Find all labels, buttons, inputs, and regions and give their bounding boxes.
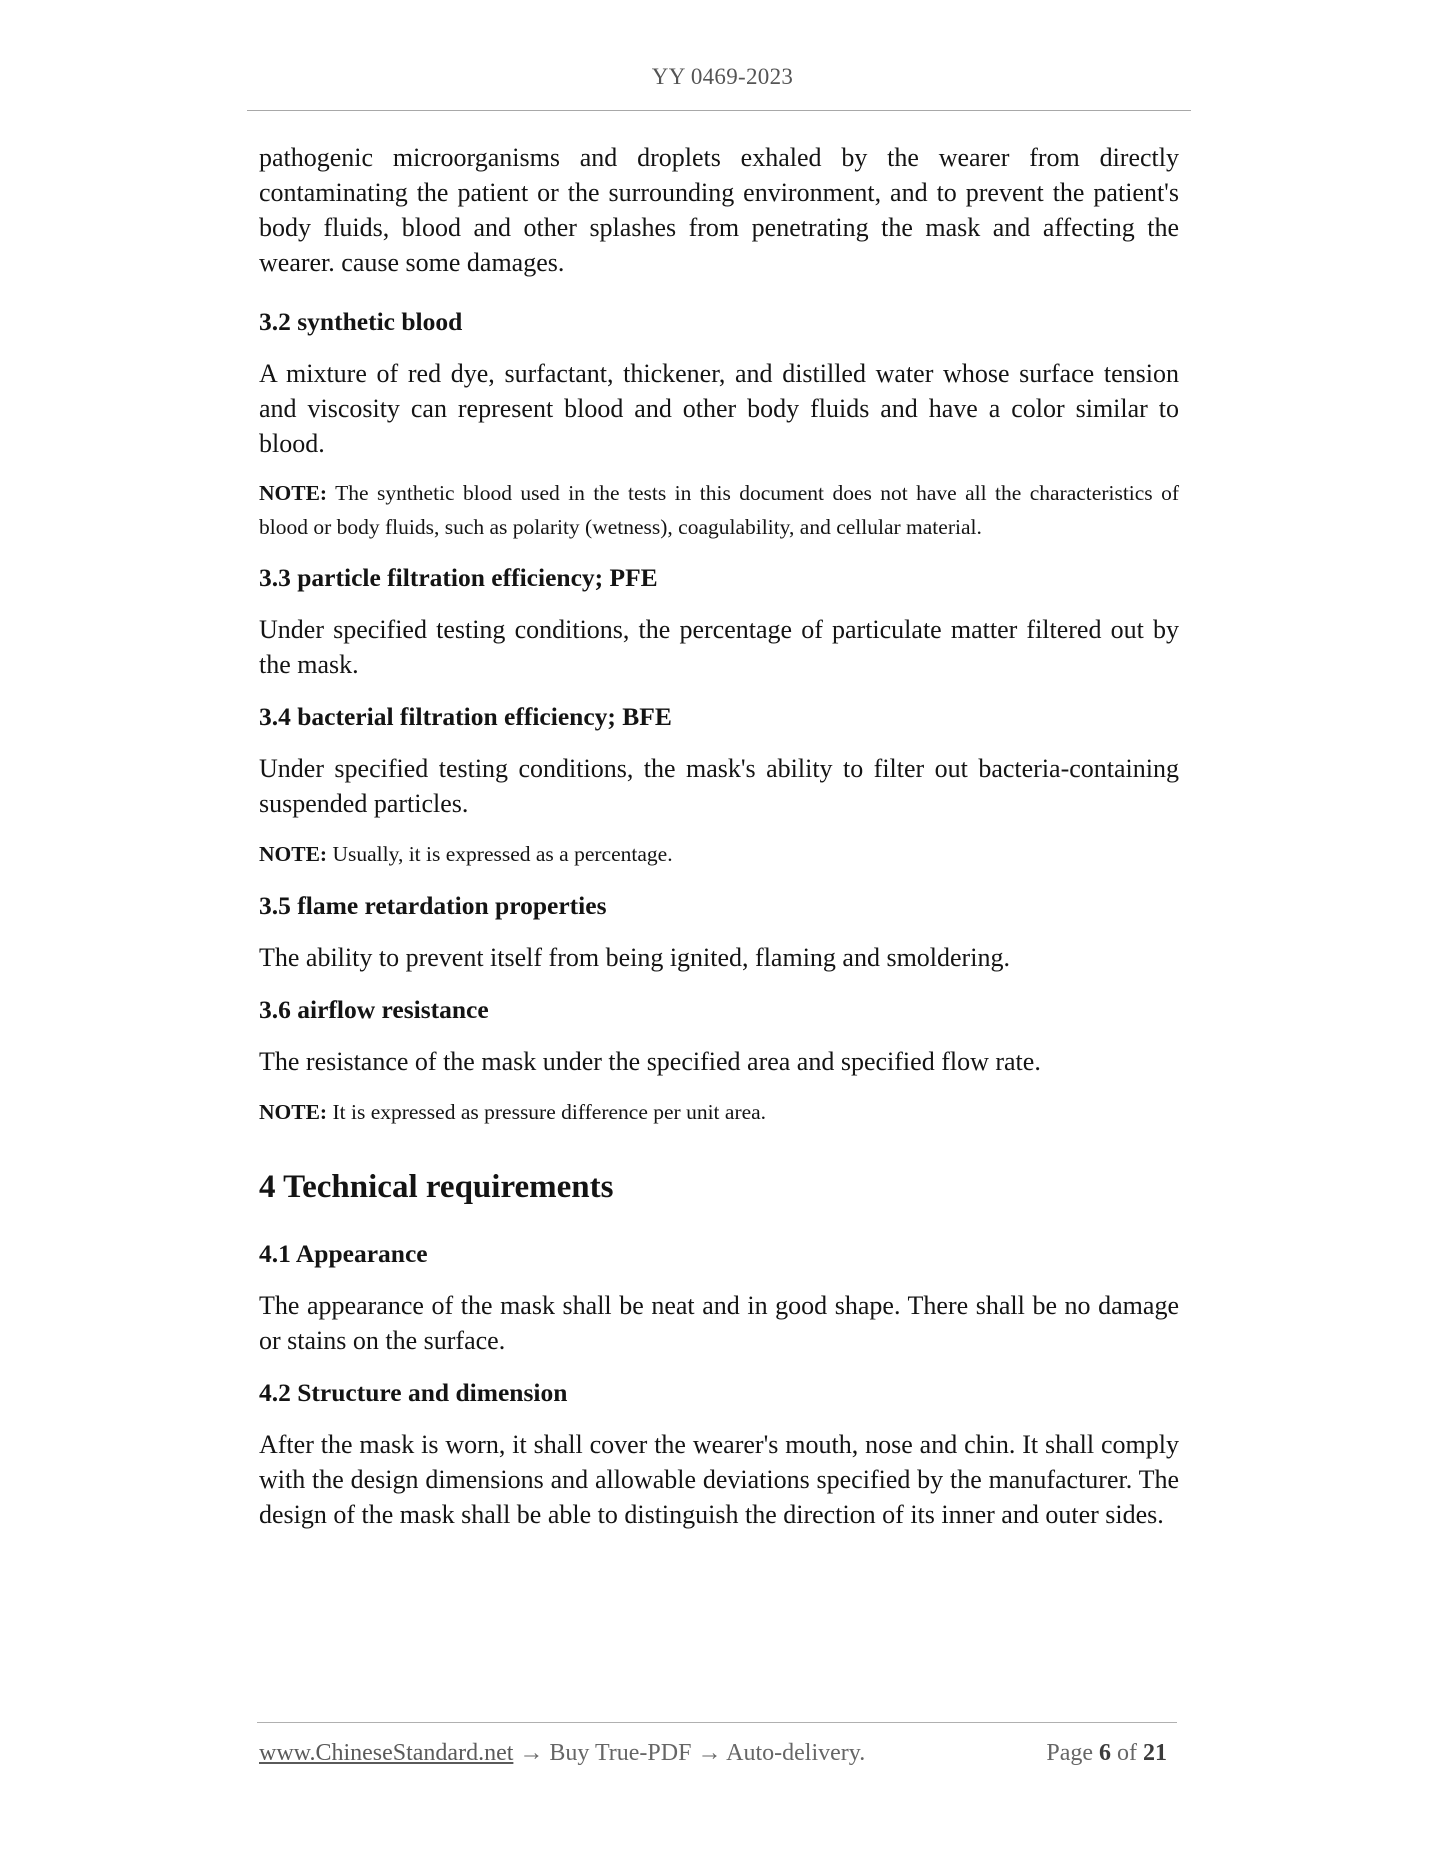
section-4-1-heading: 4.1 Appearance: [259, 1239, 428, 1268]
section-3-2-text: A mixture of red dye, surfactant, thickener, and distilled water whose surface tension and viscosity can represent blood and other body fluids and have a color similar to blood.: [259, 359, 1179, 458]
website-link[interactable]: www.ChineseStandard.net: [259, 1740, 514, 1766]
section-3-5-heading: 3.5 flame retardation properties: [259, 891, 607, 920]
section-3-5-text: The ability to prevent itself from being ignited, flaming and smoldering.: [259, 943, 1010, 972]
section-4-2-text: After the mask is worn, it shall cover the wearer's mouth, nose and chin. It shall comply with the design dimensions and allowable deviations specified by the manufacturer. The design of the mask shall be able to distinguish the direction of its inner and outer sides.: [259, 1430, 1179, 1529]
buy-pdf-text: Buy True-PDF: [549, 1740, 692, 1766]
of-label: of: [1117, 1740, 1137, 1766]
arrow-right-icon: →: [513, 1740, 550, 1766]
section-4-1-text: The appearance of the mask shall be neat and in good shape. There shall be no damage or stains on the surface.: [259, 1291, 1179, 1355]
note-label: NOTE:: [259, 481, 328, 505]
note-text: It is expressed as pressure difference per unit area.: [327, 1100, 767, 1124]
header-divider: [247, 110, 1191, 111]
page-label: Page: [1046, 1740, 1093, 1766]
page-footer: [259, 1740, 1179, 1767]
section-3-2-note: [259, 476, 1179, 544]
document-header-id: YY 0469-2023: [651, 64, 794, 89]
total-pages: 21: [1143, 1740, 1167, 1766]
note-label: NOTE:: [259, 842, 328, 866]
section-3-2-heading: 3.2 synthetic blood: [259, 307, 463, 336]
section-3-3-text: Under specified testing conditions, the percentage of particulate matter filtered out by the mask.: [259, 615, 1179, 679]
section-3-6-heading: 3.6 airflow resistance: [259, 995, 489, 1024]
page-content: [259, 140, 1179, 1532]
intro-paragraph: pathogenic microorganisms and droplets exhaled by the wearer from directly contaminating the patient or the surrounding environment, and to prevent the patient's body fluids, blood and other splashes from penetrating the mask and affecting the wearer. cause some damages.: [259, 143, 1179, 277]
section-3-4-note: [259, 837, 1179, 871]
section-3-4-text: Under specified testing conditions, the mask's ability to filter out bacteria-containing suspended particles.: [259, 754, 1179, 818]
note-label: NOTE:: [259, 1100, 328, 1124]
section-3-3-heading: 3.3 particle filtration efficiency; PFE: [259, 563, 658, 592]
section-4-2-heading: 4.2 Structure and dimension: [259, 1378, 568, 1407]
section-3-6-text: The resistance of the mask under the specified area and specified flow rate.: [259, 1047, 1041, 1076]
section-3-6-note: [259, 1095, 1179, 1129]
page-number: [1046, 1740, 1167, 1767]
auto-delivery-text: Auto-delivery.: [726, 1740, 866, 1766]
note-text: The synthetic blood used in the tests in this document does not have all the characteristics of blood or body fluids, such as polarity (wetness), coagulability, and cellular material.: [259, 481, 1179, 539]
chapter-4-heading: 4 Technical requirements: [259, 1169, 614, 1205]
current-page: 6: [1099, 1740, 1111, 1766]
section-3-4-heading: 3.4 bacterial filtration efficiency; BFE: [259, 702, 672, 731]
note-text: Usually, it is expressed as a percentage.: [327, 842, 673, 866]
footer-divider: [257, 1722, 1177, 1723]
arrow-right-icon: →: [691, 1740, 727, 1766]
